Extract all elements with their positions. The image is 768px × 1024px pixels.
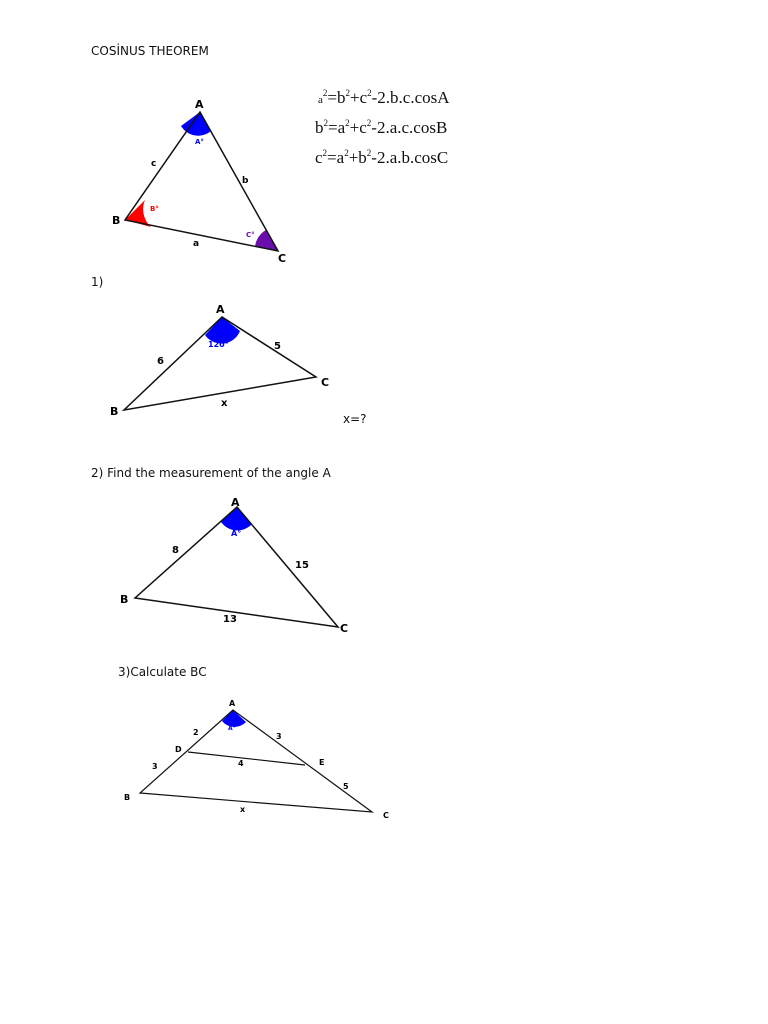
vertex-b-label: B <box>112 214 121 227</box>
angle-c-label: C° <box>246 231 255 239</box>
question-1-label: 1) <box>91 275 104 289</box>
q3-vertex-a: A <box>229 699 236 708</box>
q3-side-db: 3 <box>152 762 158 771</box>
q3-angle-label: A° <box>228 725 236 732</box>
side-c-label: c <box>151 159 157 169</box>
q1-vertex-c: C <box>321 376 330 389</box>
q2-side-bc: 13 <box>223 614 237 625</box>
q1-vertex-a: A <box>216 303 225 316</box>
q2-vertex-a: A <box>231 496 240 509</box>
q3-triangle-outline <box>140 710 372 812</box>
q2-vertex-c: C <box>340 622 349 635</box>
q3-side-ec: 5 <box>343 782 349 791</box>
question-1-triangle <box>110 303 329 418</box>
angle-c-arc <box>255 230 278 251</box>
question-3-label: 3)Calculate BC <box>118 665 207 679</box>
question-3-triangle <box>124 699 389 820</box>
question-1-prompt: x=? <box>343 412 367 426</box>
q1-angle-label: 120° <box>208 340 229 349</box>
q1-side-ab: 6 <box>157 356 164 367</box>
formula-b: $b^2=a^2+c^2-2.a.c.\cos B$ <box>315 118 448 137</box>
q1-vertex-b: B <box>110 405 119 418</box>
q2-vertex-b: B <box>120 593 129 606</box>
q3-side-bc: x <box>240 805 246 814</box>
angle-b-label: B° <box>150 205 159 213</box>
q3-side-de: 4 <box>238 759 244 768</box>
reference-triangle <box>112 98 286 265</box>
q3-side-ae: 3 <box>276 732 282 741</box>
q1-side-bc: x <box>221 398 228 409</box>
angle-a-label: A° <box>195 138 204 146</box>
q2-side-ab: 8 <box>172 545 179 556</box>
question-2-triangle <box>120 496 348 635</box>
q3-vertex-c: C <box>383 811 389 820</box>
q2-side-ac: 15 <box>295 560 309 571</box>
formula-c: $c^2=a^2+b^2-2.a.b.\cos C$ <box>315 148 449 167</box>
q3-vertex-e: E <box>319 758 325 767</box>
vertex-a-label: A <box>195 98 204 111</box>
q3-segment-de <box>188 752 305 765</box>
question-2-label: 2) Find the measurement of the angle A <box>91 466 331 480</box>
q3-vertex-d: D <box>175 745 182 754</box>
q3-vertex-b: B <box>124 793 131 802</box>
q3-side-ad: 2 <box>193 728 199 737</box>
q2-angle-label: A° <box>231 529 242 538</box>
side-a-label: a <box>193 239 200 249</box>
vertex-c-label: C <box>278 252 287 265</box>
page-title: COSİNUS THEOREM <box>91 44 209 58</box>
side-b-label: b <box>242 176 249 186</box>
formula-a: $a^2=b^2+c^2-2.b.c.\cos A$ <box>318 88 450 107</box>
q1-side-ac: 5 <box>274 341 281 352</box>
